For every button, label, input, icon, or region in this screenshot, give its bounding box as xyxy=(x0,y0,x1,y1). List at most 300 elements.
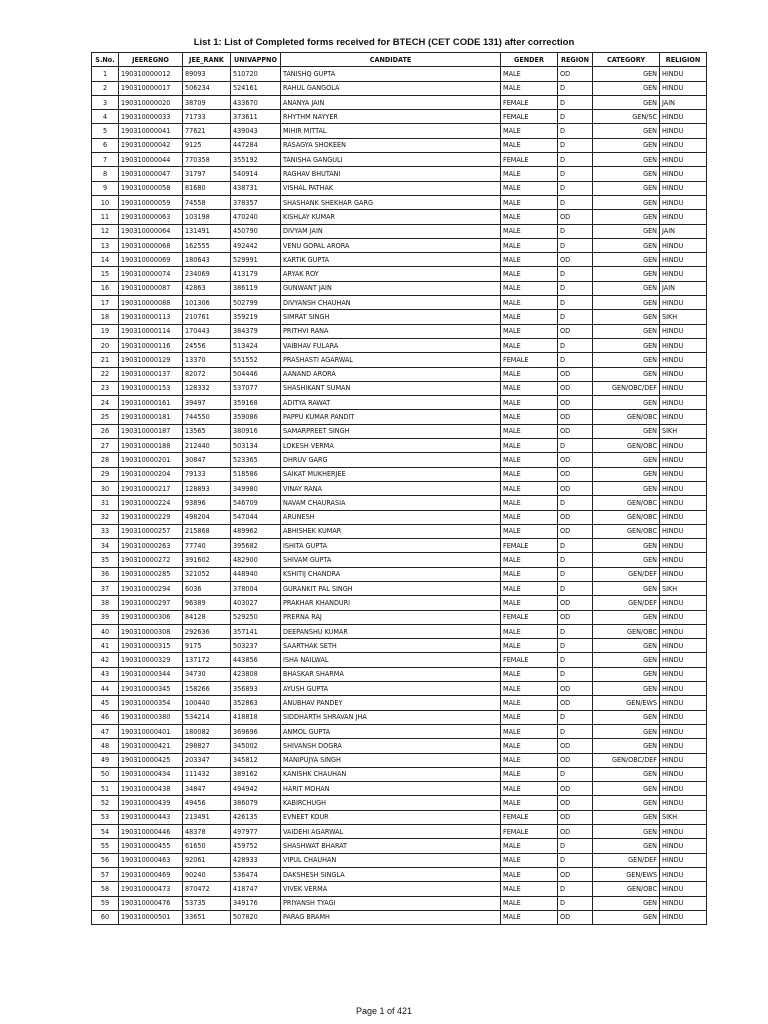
cell-gender: MALE xyxy=(501,667,558,681)
cell-jeeregno: 190310000033 xyxy=(119,110,183,124)
cell-category: GEN xyxy=(593,724,660,738)
cell-sno: 37 xyxy=(92,581,119,595)
cell-category: GEN xyxy=(593,224,660,238)
table-row xyxy=(92,324,707,338)
cell-jee-rank: 391602 xyxy=(183,553,231,567)
cell-religion: HINDU xyxy=(660,782,707,796)
cell-jee-rank: 82072 xyxy=(183,367,231,381)
cell-religion: HINDU xyxy=(660,496,707,510)
cell-category: GEN xyxy=(593,167,660,181)
table-row xyxy=(92,653,707,667)
cell-jee-rank: 96389 xyxy=(183,596,231,610)
table-row xyxy=(92,81,707,95)
cell-gender: MALE xyxy=(501,596,558,610)
cell-univappno: 352863 xyxy=(231,696,281,710)
cell-jee-rank: 213491 xyxy=(183,810,231,824)
cell-candidate: KARTIK GUPTA xyxy=(281,253,501,267)
cell-jee-rank: 870472 xyxy=(183,882,231,896)
cell-univappno: 384379 xyxy=(231,324,281,338)
cell-jee-rank: 292636 xyxy=(183,624,231,638)
cell-candidate: VAIBHAV FULARA xyxy=(281,338,501,352)
table-row xyxy=(92,95,707,109)
cell-category: GEN/OBC xyxy=(593,410,660,424)
cell-gender: MALE xyxy=(501,267,558,281)
cell-univappno: 403027 xyxy=(231,596,281,610)
cell-region: D xyxy=(558,882,593,896)
page-number: Page 1 of 421 xyxy=(355,1006,413,1016)
table-row xyxy=(92,581,707,595)
cell-region: OD xyxy=(558,67,593,81)
cell-sno: 48 xyxy=(92,739,119,753)
cell-gender: FEMALE xyxy=(501,153,558,167)
cell-sno: 47 xyxy=(92,724,119,738)
cell-univappno: 373611 xyxy=(231,110,281,124)
table-row xyxy=(92,753,707,767)
cell-gender: MALE xyxy=(501,896,558,910)
cell-religion: HINDU xyxy=(660,153,707,167)
table-row xyxy=(92,710,707,724)
cell-gender: MALE xyxy=(501,324,558,338)
cell-gender: MALE xyxy=(501,853,558,867)
cell-jeeregno: 190310000201 xyxy=(119,453,183,467)
cell-univappno: 450790 xyxy=(231,224,281,238)
cell-univappno: 448940 xyxy=(231,567,281,581)
cell-jee-rank: 34847 xyxy=(183,782,231,796)
cell-univappno: 529991 xyxy=(231,253,281,267)
cell-jee-rank: 48378 xyxy=(183,825,231,839)
cell-jeeregno: 190310000297 xyxy=(119,596,183,610)
cell-jeeregno: 190310000042 xyxy=(119,138,183,152)
cell-religion: HINDU xyxy=(660,195,707,209)
cell-univappno: 359168 xyxy=(231,396,281,410)
cell-candidate: RASAGYA SHOKEEN xyxy=(281,138,501,152)
cell-region: OD xyxy=(558,825,593,839)
cell-sno: 14 xyxy=(92,253,119,267)
cell-jee-rank: 158266 xyxy=(183,682,231,696)
cell-sno: 35 xyxy=(92,553,119,567)
cell-region: OD xyxy=(558,467,593,481)
cell-region: D xyxy=(558,567,593,581)
cell-jee-rank: 210761 xyxy=(183,310,231,324)
cell-gender: MALE xyxy=(501,81,558,95)
cell-univappno: 547044 xyxy=(231,510,281,524)
cell-jee-rank: 170443 xyxy=(183,324,231,338)
cell-jeeregno: 190310000469 xyxy=(119,867,183,881)
cell-candidate: ARUNESH xyxy=(281,510,501,524)
cell-jee-rank: 38709 xyxy=(183,95,231,109)
cell-jee-rank: 49456 xyxy=(183,796,231,810)
cell-candidate: BHASKAR SHARMA xyxy=(281,667,501,681)
cell-category: GEN/EWS xyxy=(593,867,660,881)
cell-religion: HINDU xyxy=(660,81,707,95)
cell-gender: MALE xyxy=(501,567,558,581)
cell-sno: 36 xyxy=(92,567,119,581)
cell-gender: FEMALE xyxy=(501,810,558,824)
table-row xyxy=(92,882,707,896)
cell-jee-rank: 131491 xyxy=(183,224,231,238)
cell-jeeregno: 190310000012 xyxy=(119,67,183,81)
cell-candidate: DIVYAM JAIN xyxy=(281,224,501,238)
cell-gender: MALE xyxy=(501,381,558,395)
cell-category: GEN xyxy=(593,367,660,381)
cell-gender: MALE xyxy=(501,167,558,181)
cell-category: GEN xyxy=(593,825,660,839)
cell-univappno: 502799 xyxy=(231,296,281,310)
cell-jeeregno: 190310000069 xyxy=(119,253,183,267)
cell-religion: HINDU xyxy=(660,453,707,467)
cell-jee-rank: 203347 xyxy=(183,753,231,767)
cell-gender: MALE xyxy=(501,439,558,453)
cell-gender: MALE xyxy=(501,338,558,352)
cell-candidate: PRAKHAR KHANDURI xyxy=(281,596,501,610)
header-category: CATEGORY xyxy=(593,53,660,67)
cell-category: GEN xyxy=(593,682,660,696)
cell-category: GEN xyxy=(593,782,660,796)
cell-religion: HINDU xyxy=(660,253,707,267)
table-row xyxy=(92,353,707,367)
cell-religion: HINDU xyxy=(660,296,707,310)
cell-sno: 5 xyxy=(92,124,119,138)
table-row xyxy=(92,867,707,881)
cell-religion: HINDU xyxy=(660,138,707,152)
cell-region: D xyxy=(558,667,593,681)
cell-religion: HINDU xyxy=(660,467,707,481)
cell-univappno: 345002 xyxy=(231,739,281,753)
cell-region: OD xyxy=(558,481,593,495)
cell-sno: 11 xyxy=(92,210,119,224)
cell-jee-rank: 506234 xyxy=(183,81,231,95)
cell-univappno: 349176 xyxy=(231,896,281,910)
cell-jeeregno: 190310000306 xyxy=(119,610,183,624)
cell-sno: 9 xyxy=(92,181,119,195)
table-row xyxy=(92,124,707,138)
table-row xyxy=(92,624,707,638)
cell-jee-rank: 71733 xyxy=(183,110,231,124)
cell-religion: JAIN xyxy=(660,281,707,295)
cell-sno: 3 xyxy=(92,95,119,109)
cell-univappno: 546709 xyxy=(231,496,281,510)
cell-jee-rank: 30847 xyxy=(183,453,231,467)
cell-candidate: HARIT MOHAN xyxy=(281,782,501,796)
cell-region: D xyxy=(558,439,593,453)
cell-univappno: 537077 xyxy=(231,381,281,395)
cell-religion: SIKH xyxy=(660,810,707,824)
table-row xyxy=(92,567,707,581)
cell-univappno: 529250 xyxy=(231,610,281,624)
table-row xyxy=(92,210,707,224)
cell-category: GEN xyxy=(593,267,660,281)
cell-sno: 7 xyxy=(92,153,119,167)
table-row xyxy=(92,639,707,653)
cell-religion: HINDU xyxy=(660,539,707,553)
cell-region: D xyxy=(558,296,593,310)
cell-category: GEN xyxy=(593,667,660,681)
header-gender: GENDER xyxy=(501,53,558,67)
table-row xyxy=(92,782,707,796)
cell-candidate: TANISHQ GUPTA xyxy=(281,67,501,81)
cell-region: D xyxy=(558,81,593,95)
cell-region: OD xyxy=(558,381,593,395)
cell-univappno: 386119 xyxy=(231,281,281,295)
cell-candidate: DIVYANSH CHAUHAN xyxy=(281,296,501,310)
cell-gender: MALE xyxy=(501,724,558,738)
cell-univappno: 349980 xyxy=(231,481,281,495)
cell-sno: 30 xyxy=(92,481,119,495)
table-row xyxy=(92,224,707,238)
cell-sno: 44 xyxy=(92,682,119,696)
cell-region: OD xyxy=(558,367,593,381)
cell-category: GEN/OBC xyxy=(593,439,660,453)
cell-category: GEN xyxy=(593,481,660,495)
cell-candidate: PRERNA RAJ xyxy=(281,610,501,624)
cell-religion: HINDU xyxy=(660,910,707,924)
cell-religion: HINDU xyxy=(660,439,707,453)
cell-gender: MALE xyxy=(501,753,558,767)
cell-jee-rank: 128893 xyxy=(183,481,231,495)
table-row xyxy=(92,553,707,567)
cell-gender: MALE xyxy=(501,238,558,252)
cell-jeeregno: 190310000020 xyxy=(119,95,183,109)
cell-jeeregno: 190310000354 xyxy=(119,696,183,710)
cell-region: D xyxy=(558,553,593,567)
cell-category: GEN xyxy=(593,210,660,224)
cell-univappno: 395682 xyxy=(231,539,281,553)
cell-sno: 22 xyxy=(92,367,119,381)
cell-candidate: KABIRCHUGH xyxy=(281,796,501,810)
cell-candidate: PARAG BRAMH xyxy=(281,910,501,924)
cell-sno: 60 xyxy=(92,910,119,924)
cell-univappno: 418747 xyxy=(231,882,281,896)
cell-category: GEN xyxy=(593,153,660,167)
cell-region: OD xyxy=(558,253,593,267)
cell-sno: 52 xyxy=(92,796,119,810)
cell-candidate: ISHA NAILWAL xyxy=(281,653,501,667)
cell-jee-rank: 77740 xyxy=(183,539,231,553)
cell-religion: HINDU xyxy=(660,367,707,381)
cell-sno: 16 xyxy=(92,281,119,295)
table-row xyxy=(92,67,707,81)
table-row xyxy=(92,667,707,681)
cell-gender: MALE xyxy=(501,910,558,924)
cell-candidate: RAHUL GANGOLA xyxy=(281,81,501,95)
cell-jeeregno: 190310000473 xyxy=(119,882,183,896)
cell-jee-rank: 89093 xyxy=(183,67,231,81)
cell-candidate: ARYAK ROY xyxy=(281,267,501,281)
cell-category: GEN/DEF xyxy=(593,853,660,867)
cell-candidate: VISHAL PATHAK xyxy=(281,181,501,195)
cell-candidate: ANANYA JAIN xyxy=(281,95,501,109)
table-row xyxy=(92,896,707,910)
table-row xyxy=(92,467,707,481)
cell-sno: 46 xyxy=(92,710,119,724)
table-row xyxy=(92,524,707,538)
cell-jee-rank: 34730 xyxy=(183,667,231,681)
cell-sno: 27 xyxy=(92,439,119,453)
cell-candidate: VIPUL CHAUHAN xyxy=(281,853,501,867)
cell-category: GEN xyxy=(593,610,660,624)
cell-jeeregno: 190310000161 xyxy=(119,396,183,410)
cell-category: GEN xyxy=(593,310,660,324)
cell-candidate: ANMOL GUPTA xyxy=(281,724,501,738)
cell-jeeregno: 190310000114 xyxy=(119,324,183,338)
cell-sno: 53 xyxy=(92,810,119,824)
cell-jee-rank: 498204 xyxy=(183,510,231,524)
cell-sno: 59 xyxy=(92,896,119,910)
cell-univappno: 492442 xyxy=(231,238,281,252)
cell-univappno: 503134 xyxy=(231,439,281,453)
cell-region: OD xyxy=(558,396,593,410)
cell-univappno: 369696 xyxy=(231,724,281,738)
cell-gender: MALE xyxy=(501,67,558,81)
table-row xyxy=(92,453,707,467)
header-univappno: UNIVAPPNO xyxy=(231,53,281,67)
table-body xyxy=(92,67,707,925)
cell-sno: 15 xyxy=(92,267,119,281)
cell-region: OD xyxy=(558,524,593,538)
cell-sno: 31 xyxy=(92,496,119,510)
cell-gender: MALE xyxy=(501,553,558,567)
cell-jeeregno: 190310000345 xyxy=(119,682,183,696)
cell-category: GEN xyxy=(593,553,660,567)
cell-region: OD xyxy=(558,910,593,924)
cell-gender: FEMALE xyxy=(501,653,558,667)
table-row xyxy=(92,767,707,781)
cell-region: D xyxy=(558,767,593,781)
cell-gender: FEMALE xyxy=(501,110,558,124)
cell-category: GEN xyxy=(593,424,660,438)
cell-religion: HINDU xyxy=(660,753,707,767)
cell-category: GEN xyxy=(593,839,660,853)
cell-jeeregno: 190310000329 xyxy=(119,653,183,667)
cell-candidate: SHASHANK SHEKHAR GARG xyxy=(281,195,501,209)
cell-sno: 39 xyxy=(92,610,119,624)
cell-region: D xyxy=(558,353,593,367)
cell-region: D xyxy=(558,181,593,195)
cell-sno: 49 xyxy=(92,753,119,767)
cell-religion: JAIN xyxy=(660,95,707,109)
cell-candidate: ISHITA GUPTA xyxy=(281,539,501,553)
cell-jee-rank: 92061 xyxy=(183,853,231,867)
cell-category: GEN/OBC xyxy=(593,524,660,538)
cell-jeeregno: 190310000425 xyxy=(119,753,183,767)
cell-category: GEN xyxy=(593,739,660,753)
cell-region: D xyxy=(558,167,593,181)
cell-candidate: SAMARPREET SINGH xyxy=(281,424,501,438)
cell-jee-rank: 103198 xyxy=(183,210,231,224)
cell-religion: HINDU xyxy=(660,682,707,696)
cell-jee-rank: 39497 xyxy=(183,396,231,410)
cell-category: GEN xyxy=(593,281,660,295)
cell-jee-rank: 81680 xyxy=(183,181,231,195)
cell-region: OD xyxy=(558,782,593,796)
cell-religion: HINDU xyxy=(660,481,707,495)
cell-region: D xyxy=(558,653,593,667)
cell-gender: MALE xyxy=(501,310,558,324)
cell-religion: HINDU xyxy=(660,696,707,710)
cell-jee-rank: 162555 xyxy=(183,238,231,252)
cell-univappno: 551552 xyxy=(231,353,281,367)
cell-category: GEN xyxy=(593,796,660,810)
table-row xyxy=(92,739,707,753)
header-region: REGION xyxy=(558,53,593,67)
cell-category: GEN/OBC xyxy=(593,510,660,524)
cell-religion: HINDU xyxy=(660,381,707,395)
cell-sno: 10 xyxy=(92,195,119,209)
cell-candidate: ABHISHEK KUMAR xyxy=(281,524,501,538)
cell-gender: MALE xyxy=(501,839,558,853)
cell-sno: 40 xyxy=(92,624,119,638)
cell-jee-rank: 321052 xyxy=(183,567,231,581)
cell-religion: HINDU xyxy=(660,624,707,638)
cell-jee-rank: 61650 xyxy=(183,839,231,853)
cell-jeeregno: 190310000294 xyxy=(119,581,183,595)
cell-jeeregno: 190310000113 xyxy=(119,310,183,324)
cell-jee-rank: 101306 xyxy=(183,296,231,310)
cell-religion: HINDU xyxy=(660,724,707,738)
cell-candidate: SIMRAT SINGH xyxy=(281,310,501,324)
cell-religion: HINDU xyxy=(660,896,707,910)
cell-gender: MALE xyxy=(501,510,558,524)
cell-region: D xyxy=(558,110,593,124)
cell-region: OD xyxy=(558,810,593,824)
cell-category: GEN xyxy=(593,253,660,267)
cell-gender: MALE xyxy=(501,253,558,267)
cell-sno: 57 xyxy=(92,867,119,881)
cell-jee-rank: 9175 xyxy=(183,639,231,653)
cell-gender: MALE xyxy=(501,639,558,653)
cell-sno: 50 xyxy=(92,767,119,781)
cell-region: OD xyxy=(558,753,593,767)
cell-univappno: 378357 xyxy=(231,195,281,209)
cell-candidate: SAIKAT MUKHERJEE xyxy=(281,467,501,481)
cell-jeeregno: 190310000443 xyxy=(119,810,183,824)
cell-univappno: 413179 xyxy=(231,267,281,281)
table-row xyxy=(92,724,707,738)
cell-category: GEN/EWS xyxy=(593,696,660,710)
cell-category: GEN/OBC xyxy=(593,882,660,896)
cell-category: GEN xyxy=(593,810,660,824)
cell-sno: 21 xyxy=(92,353,119,367)
cell-religion: SIKH xyxy=(660,581,707,595)
cell-candidate: RAGHAV BHUTANI xyxy=(281,167,501,181)
cell-gender: MALE xyxy=(501,496,558,510)
cell-region: D xyxy=(558,853,593,867)
cell-jeeregno: 190310000188 xyxy=(119,439,183,453)
cell-jee-rank: 84128 xyxy=(183,610,231,624)
cell-univappno: 459752 xyxy=(231,839,281,853)
cell-jee-rank: 9125 xyxy=(183,138,231,152)
cell-jee-rank: 215868 xyxy=(183,524,231,538)
table-row xyxy=(92,181,707,195)
cell-category: GEN xyxy=(593,581,660,595)
cell-category: GEN xyxy=(593,195,660,209)
cell-jee-rank: 31797 xyxy=(183,167,231,181)
cell-category: GEN xyxy=(593,296,660,310)
table-row xyxy=(92,281,707,295)
cell-region: D xyxy=(558,581,593,595)
cell-jee-rank: 180082 xyxy=(183,724,231,738)
cell-sno: 25 xyxy=(92,410,119,424)
cell-jeeregno: 190310000063 xyxy=(119,210,183,224)
cell-category: GEN xyxy=(593,324,660,338)
cell-region: OD xyxy=(558,696,593,710)
cell-univappno: 386079 xyxy=(231,796,281,810)
cell-candidate: AYUSH GUPTA xyxy=(281,682,501,696)
cell-jeeregno: 190310000229 xyxy=(119,510,183,524)
cell-category: GEN xyxy=(593,896,660,910)
cell-religion: HINDU xyxy=(660,767,707,781)
cell-univappno: 418818 xyxy=(231,710,281,724)
